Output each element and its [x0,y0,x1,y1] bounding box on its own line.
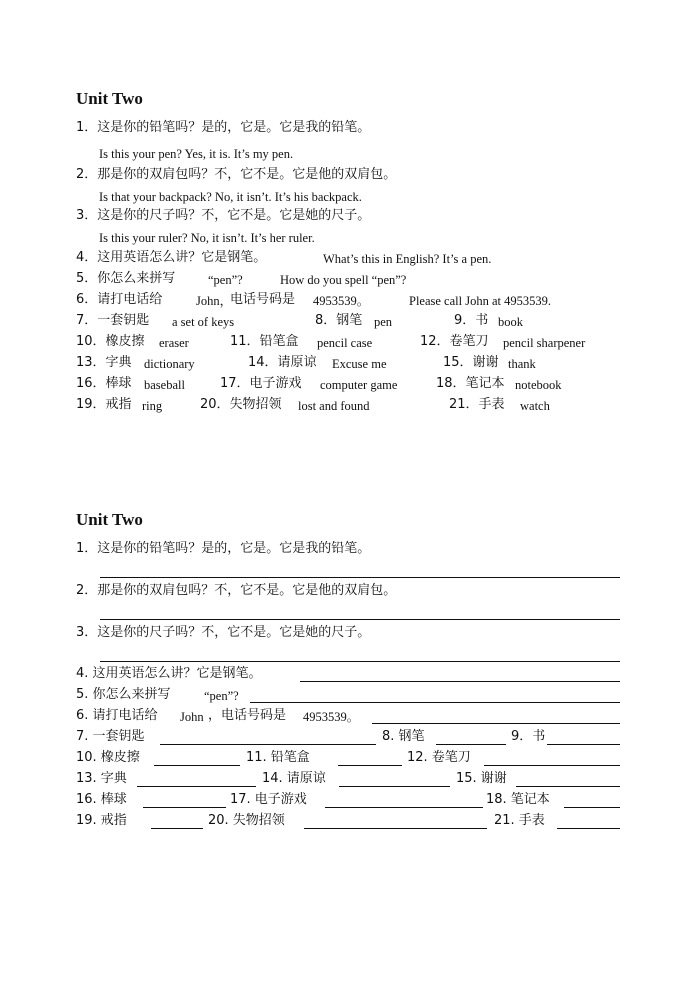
ws-q5-pen: “pen”? [204,689,239,703]
ws-v14: 14. 请原谅 [262,771,326,786]
vocab-13-cn: 13．字典 [76,355,132,370]
s1-line5-q: “pen”? [208,273,243,287]
ws-v16: 16. 棒球 [76,792,127,807]
ws-v21: 21. 手表 [494,813,545,828]
ws-q6-answer-line[interactable] [372,723,620,724]
ws-v17-line[interactable] [325,807,483,808]
ws-q3-answer-line[interactable] [100,661,620,662]
vocab-7-cn: 7．一套钥匙 [76,313,150,328]
ws-v11: 11. 铅笔盒 [246,750,310,765]
s1-item2-en: Is that your backpack? No, it isn’t. It’s his backpack. [99,190,362,204]
ws-q6-cn2: ，电话号码是 [208,708,287,723]
ws-v10: 10. 橡皮擦 [76,750,140,765]
vocab-17-cn: 17．电子游戏 [220,376,302,391]
ws-v13: 13. 字典 [76,771,127,786]
s1-line6-en: Please call John at 4953539. [409,294,551,308]
s1-line5-cn: 5．你怎么来拼写 [76,271,176,286]
ws-q2: 2．那是你的双肩包吗？不，它不是。它是他的双肩包。 [76,583,397,598]
s1-line4-en: What’s this in English? It’s a pen. [323,252,492,266]
ws-q5: 5. 你怎么来拼写 [76,687,171,702]
s1-item3-en: Is this your ruler? No, it isn’t. It’s her ruler. [99,231,315,245]
section1-title: Unit Two [76,89,143,108]
ws-v9-line[interactable] [547,744,620,745]
s1-item2-cn: 2．那是你的双肩包吗？不，它不是。它是他的双肩包。 [76,167,397,182]
ws-v13-line[interactable] [137,786,256,787]
ws-v10-line[interactable] [154,765,240,766]
s1-line6-cn: 6．请打电话给 [76,292,163,307]
ws-q2-answer-line[interactable] [100,619,620,620]
vocab-14-en: Excuse me [332,357,387,371]
ws-q3: 3．这是你的尺子吗？不，它不是。它是她的尺子。 [76,625,371,640]
ws-q1: 1．这是你的铅笔吗？是的，它是。它是我的铅笔。 [76,541,371,556]
ws-q1-answer-line[interactable] [100,577,620,578]
vocab-10-cn: 10．橡皮擦 [76,334,145,349]
s1-item1-en: Is this your pen? Yes, it is. It’s my pen. [99,147,294,161]
vocab-19-cn: 19．戒指 [76,397,132,412]
s1-item1-cn: 1．这是你的铅笔吗？是的，它是。它是我的铅笔。 [76,120,371,135]
vocab-12-cn: 12．卷笔刀 [420,334,489,349]
ws-q6: 6. 请打电话给 [76,708,158,723]
ws-v7: 7. 一套钥匙 [76,729,145,744]
vocab-17-en: computer game [320,378,398,392]
vocab-21-cn: 21．手表 [449,397,505,412]
s1-line6-number: 4953539。 [313,294,370,308]
ws-v19-line[interactable] [151,828,203,829]
s1-line6-cn2: 电话号码是 [230,292,296,307]
ws-v16-line[interactable] [143,807,226,808]
vocab-19-en: ring [142,399,163,413]
s1-line4-cn: 4．这用英语怎么讲？它是钢笔。 [76,250,267,265]
ws-q4: 4. 这用英语怎么讲？它是钢笔。 [76,666,262,681]
vocab-15-cn: 15．谢谢 [443,355,499,370]
ws-q5-answer-line[interactable] [250,702,620,703]
vocab-8-en: pen [374,315,393,329]
ws-v15: 15. 谢谢 [456,771,507,786]
ws-v20: 20. 失物招领 [208,813,285,828]
vocab-15-en: thank [508,357,536,371]
ws-v20-line[interactable] [304,828,487,829]
vocab-7-en: a set of keys [172,315,235,329]
ws-q6-john: John [180,710,204,724]
vocab-9-en: book [498,315,523,329]
ws-v17: 17. 电子游戏 [230,792,307,807]
section2-title: Unit Two [76,510,143,529]
ws-v21-line[interactable] [557,828,620,829]
vocab-10-en: eraser [159,336,189,350]
ws-v14-line[interactable] [339,786,450,787]
ws-q6-number: 4953539。 [303,710,360,724]
vocab-8-cn: 8．钢笔 [315,313,363,328]
ws-v18-line[interactable] [564,807,620,808]
vocab-18-en: notebook [515,378,562,392]
vocab-20-cn: 20．失物招领 [200,397,282,412]
ws-v8: 8. 钢笔 [382,729,425,744]
ws-v9: 9．书 [511,729,546,744]
ws-v8-line[interactable] [436,744,506,745]
ws-v11-line[interactable] [338,765,402,766]
vocab-16-en: baseball [144,378,185,392]
vocab-18-cn: 18．笔记本 [436,376,505,391]
vocab-9-cn: 9．书 [454,313,489,328]
s1-item3-cn: 3．这是你的尺子吗？不，它不是。它是她的尺子。 [76,208,371,223]
ws-v12-line[interactable] [484,765,620,766]
vocab-21-en: watch [520,399,550,413]
vocab-13-en: dictionary [144,357,195,371]
ws-v7-line[interactable] [160,744,376,745]
ws-v19: 19. 戒指 [76,813,127,828]
vocab-16-cn: 16．棒球 [76,376,132,391]
vocab-20-en: lost and found [298,399,370,413]
s1-line5-en: How do you spell “pen”? [280,273,407,287]
vocab-11-en: pencil case [317,336,373,350]
vocab-12-en: pencil sharpener [503,336,586,350]
ws-v18: 18. 笔记本 [486,792,550,807]
vocab-11-cn: 11．铅笔盒 [230,334,299,349]
s1-line6-john: John， [196,294,233,308]
ws-v15-line[interactable] [516,786,620,787]
ws-q4-answer-line[interactable] [300,681,620,682]
vocab-14-cn: 14．请原谅 [248,355,317,370]
ws-v12: 12. 卷笔刀 [407,750,471,765]
